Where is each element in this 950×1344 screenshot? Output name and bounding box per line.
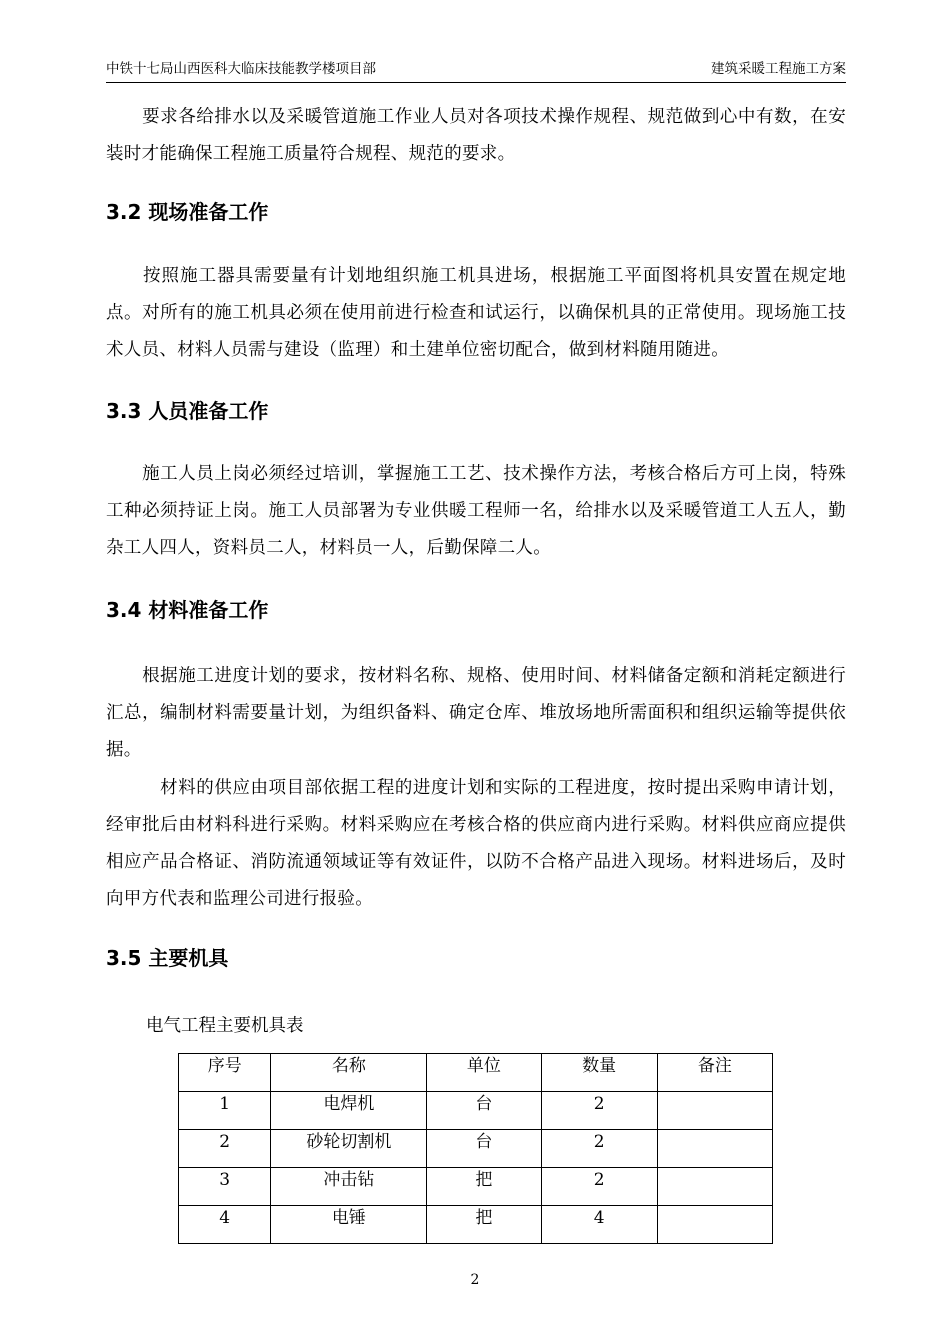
paragraph-personnel-preparation: 施工人员上岗必须经过培训，掌握施工工艺、技术操作方法，考核合格后方可上岗，特殊工种必须持证上岗。施工人员部署为专业供暖工程师一名，给排水以及采暖管道工人五人，勤杂工人四人，资料员二人，材料员一人，后勤保障二人。	[106, 464, 846, 558]
cell-index: 4	[179, 1206, 271, 1244]
cell-unit: 把	[427, 1206, 541, 1244]
table-header-row	[179, 1054, 773, 1092]
table-row	[179, 1168, 773, 1206]
page-header	[106, 58, 846, 83]
cell-quantity: 2	[541, 1092, 657, 1130]
equipment-table	[178, 1053, 773, 1244]
section-heading-3-4: 3.4 材料准备工作	[106, 598, 269, 622]
cell-quantity: 2	[541, 1130, 657, 1168]
table-row	[179, 1206, 773, 1244]
cell-remarks	[657, 1130, 772, 1168]
table-row	[179, 1092, 773, 1130]
cell-unit: 台	[427, 1092, 541, 1130]
header-cell-index: 序号	[179, 1054, 271, 1092]
table-row	[179, 1130, 773, 1168]
page-number: 2	[470, 1272, 480, 1288]
cell-quantity: 4	[541, 1206, 657, 1244]
cell-unit: 把	[427, 1168, 541, 1206]
header-cell-name: 名称	[271, 1054, 427, 1092]
cell-remarks	[657, 1168, 772, 1206]
cell-name: 电焊机	[271, 1092, 427, 1130]
table-caption: 电气工程主要机具表	[146, 1016, 304, 1036]
cell-remarks	[657, 1092, 772, 1130]
paragraph-site-preparation: 按照施工器具需要量有计划地组织施工机具进场，根据施工平面图将机具安置在规定地点。对所有的施工机具必须在使用前进行检查和试运行，以确保机具的正常使用。现场施工技术人员、材料人员需与建设（监理）和土建单位密切配合，做到材料随用随进。	[106, 266, 846, 360]
paragraph-material-supply: 材料的供应由项目部依据工程的进度计划和实际的工程进度，按时提出采购申请计划，经审批后由材料科进行采购。材料采购应在考核合格的供应商内进行采购。材料供应商应提供相应产品合格证、消防流通领域证等有效证件，以防不合格产品进入现场。材料进场后，及时向甲方代表和监理公司进行报验。	[106, 778, 846, 909]
cell-name: 砂轮切割机	[271, 1130, 427, 1168]
cell-index: 3	[179, 1168, 271, 1206]
section-heading-3-2: 3.2 现场准备工作	[106, 200, 269, 224]
header-project-name: 中铁十七局山西医科大临床技能教学楼项目部	[106, 61, 376, 77]
cell-name: 电锤	[271, 1206, 427, 1244]
header-cell-remarks: 备注	[657, 1054, 772, 1092]
header-cell-quantity: 数量	[541, 1054, 657, 1092]
header-document-title: 建筑采暖工程施工方案	[711, 61, 846, 77]
section-heading-3-3: 3.3 人员准备工作	[106, 399, 269, 423]
cell-index: 2	[179, 1130, 271, 1168]
cell-index: 1	[179, 1092, 271, 1130]
section-heading-3-5: 3.5 主要机具	[106, 946, 229, 970]
paragraph-material-planning: 根据施工进度计划的要求，按材料名称、规格、使用时间、材料储备定额和消耗定额进行汇总，编制材料需要量计划，为组织备料、确定仓库、堆放场地所需面积和组织运输等提供依据。	[106, 666, 846, 760]
cell-quantity: 2	[541, 1168, 657, 1206]
cell-unit: 台	[427, 1130, 541, 1168]
paragraph-technical-requirements: 要求各给排水以及采暖管道施工作业人员对各项技术操作规程、规范做到心中有数，在安装时才能确保工程施工质量符合规程、规范的要求。	[106, 107, 846, 164]
cell-name: 冲击钻	[271, 1168, 427, 1206]
header-cell-unit: 单位	[427, 1054, 541, 1092]
cell-remarks	[657, 1206, 772, 1244]
